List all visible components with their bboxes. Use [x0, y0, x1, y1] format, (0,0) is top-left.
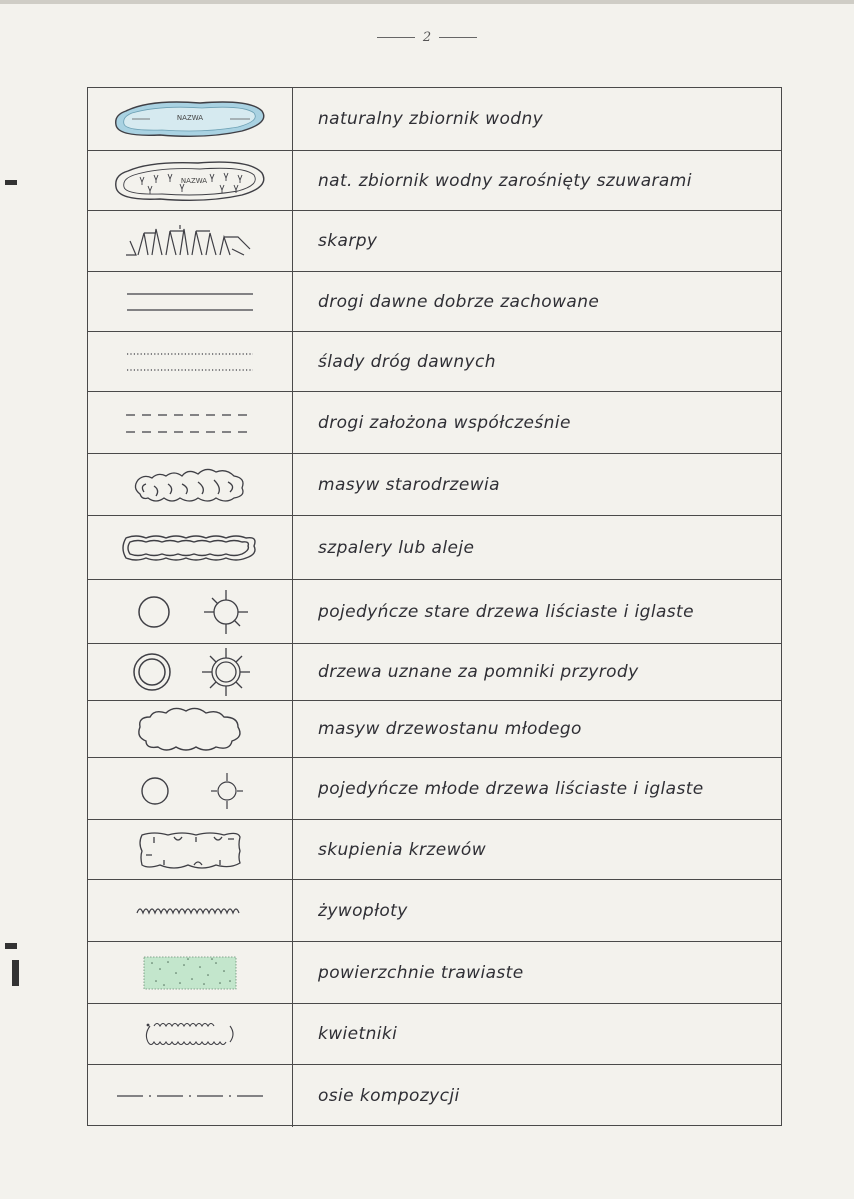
deciduous-tree-icon	[139, 597, 169, 627]
page-top-edge	[0, 0, 854, 4]
symbol-cell	[88, 211, 293, 271]
hedge-icon	[135, 901, 245, 921]
monument-trees-icon	[128, 646, 252, 698]
legend-row	[88, 391, 781, 453]
legend-table	[87, 87, 782, 1126]
young-deciduous-tree-icon	[142, 778, 168, 804]
legend-row	[88, 879, 781, 941]
legend-label: naturalny zbiornik wodny	[318, 109, 544, 129]
lake-icon	[110, 97, 270, 141]
symbol-cell	[88, 580, 293, 643]
legend-label: drogi założona współcześnie	[318, 412, 571, 433]
legend-row	[88, 757, 781, 819]
symbol-cell	[88, 392, 293, 453]
legend-label: nat. zbiornik wodny zarośnięty szuwarami	[318, 170, 692, 191]
legend-label: osie kompozycji	[318, 1086, 460, 1106]
symbol-cell	[88, 942, 293, 1003]
double-dashed-line-icon	[124, 407, 256, 439]
symbol-cell	[88, 820, 293, 879]
page-number: 2	[0, 30, 854, 45]
legend-row	[88, 331, 781, 391]
symbol-cell	[88, 644, 293, 700]
young-tree-mass-icon	[134, 705, 246, 753]
legend-row	[88, 819, 781, 879]
composition-axis-icon	[115, 1090, 265, 1102]
legend-row	[88, 210, 781, 271]
symbol-cell	[88, 151, 293, 210]
legend-label: szpalery lub aleje	[318, 537, 475, 558]
legend-row	[88, 1003, 781, 1064]
legend-row	[88, 271, 781, 331]
legend-label: masyw drzewostanu młodego	[318, 719, 582, 739]
legend-label: powierzchnie trawiaste	[318, 962, 524, 983]
legend-label: ślady dróg dawnych	[318, 351, 496, 372]
symbol-cell	[88, 1004, 293, 1064]
single-old-trees-icon	[130, 587, 250, 637]
legend-label: drogi dawne dobrze zachowane	[318, 291, 600, 312]
symbol-cell	[88, 454, 293, 515]
symbol-cell	[88, 516, 293, 579]
symbol-cell	[88, 1065, 293, 1127]
legend-label: masyw starodrzewia	[318, 474, 500, 495]
escarpment-icon	[120, 219, 260, 263]
legend-label: pojedyńcze młode drzewa liściaste i iglaste	[318, 778, 704, 799]
shrub-cluster-icon	[134, 827, 246, 873]
double-dotted-line-icon	[125, 347, 255, 377]
legend-label: skarpy	[318, 231, 378, 251]
flowerbed-icon	[138, 1016, 242, 1052]
legend-row	[88, 88, 781, 150]
symbol-cell	[88, 88, 293, 150]
symbol-cell	[88, 880, 293, 941]
legend-label: skupienia krzewów	[318, 839, 486, 860]
legend-label: żywopłoty	[318, 900, 408, 921]
symbol-cell	[88, 758, 293, 819]
conifer-tree-icon	[204, 590, 248, 634]
double-solid-line-icon	[125, 287, 255, 317]
alley-icon	[118, 532, 262, 564]
symbol-cell	[88, 272, 293, 331]
reed-lake-icon	[110, 157, 270, 205]
old-tree-mass-icon	[130, 464, 250, 506]
legend-row	[88, 1064, 781, 1127]
legend-label: pojedyńcze stare drzewa liściaste i iglaste	[318, 601, 694, 622]
single-young-trees-icon	[135, 767, 245, 811]
monument-deciduous-tree-icon	[134, 654, 170, 690]
monument-conifer-tree-icon	[202, 648, 250, 696]
legend-row	[88, 453, 781, 515]
legend-row	[88, 643, 781, 700]
binding-mark	[12, 960, 19, 986]
binding-mark	[5, 180, 17, 185]
legend-row	[88, 579, 781, 643]
lake-name-label: NAZWA	[180, 176, 208, 185]
legend-row	[88, 515, 781, 579]
grass-area-icon	[142, 953, 238, 993]
young-conifer-tree-icon	[211, 773, 243, 809]
legend-row	[88, 941, 781, 1003]
lake-name-label: NAZWA	[176, 114, 204, 122]
legend-row	[88, 700, 781, 757]
symbol-cell	[88, 332, 293, 391]
binding-mark	[5, 943, 17, 949]
legend-row	[88, 150, 781, 210]
legend-label: drzewa uznane za pomniki przyrody	[318, 662, 639, 682]
legend-label: kwietniki	[318, 1024, 398, 1044]
symbol-cell	[88, 701, 293, 757]
